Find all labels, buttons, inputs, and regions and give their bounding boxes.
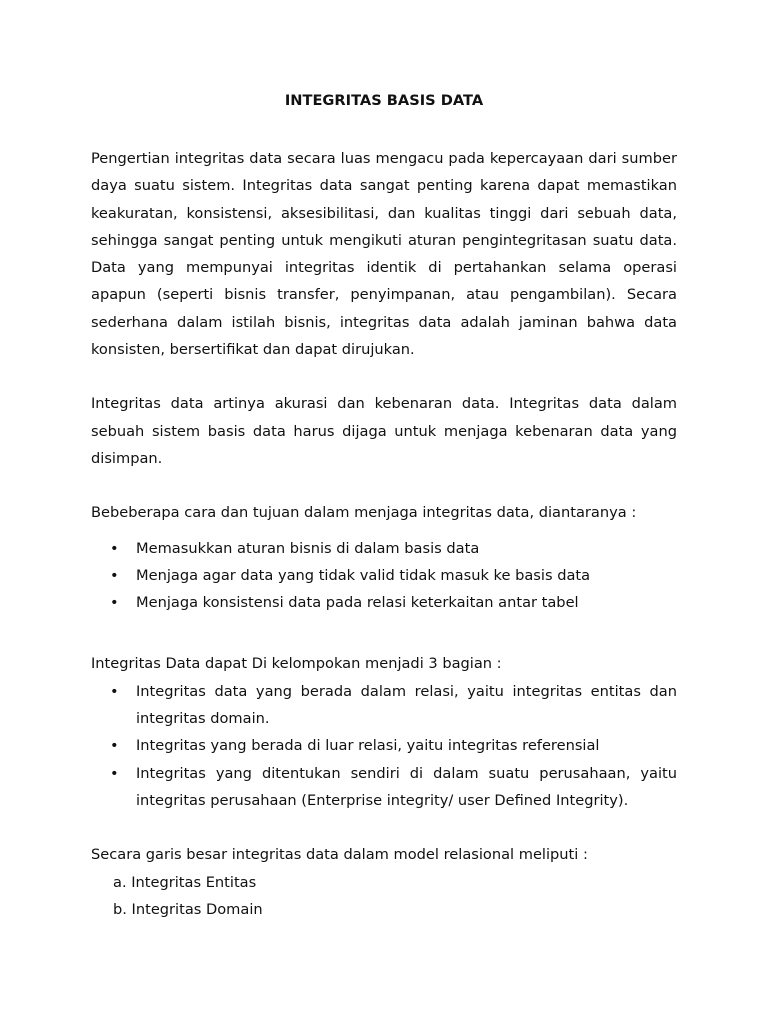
list-item-text: Integritas data yang berada dalam relasi, yaitu integritas entitas dan integritas domain. — [136, 682, 677, 728]
list-item-text: Integritas yang berada di luar relasi, yaitu integritas referensial — [136, 737, 600, 755]
paragraph-spacer — [91, 814, 677, 841]
bullet-icon: • — [110, 594, 119, 612]
list-item-text: Memasukkan aturan bisnis di dalam basis data — [136, 539, 480, 557]
paragraph-cara-intro: Bebeberapa cara dan tujuan dalam menjaga integritas data, diantaranya : — [91, 504, 637, 522]
paragraph-kelompok-intro: Integritas Data dapat Di kelompokan menjadi 3 bagian : — [91, 655, 502, 673]
list-cara-tujuan — [91, 535, 677, 617]
list-item: b. Integritas Domain — [113, 900, 263, 918]
bullet-icon: • — [110, 682, 119, 700]
list-item-text: Menjaga agar data yang tidak valid tidak masuk ke basis data — [136, 566, 591, 584]
list-bagian — [91, 678, 677, 814]
paragraph-spacer — [91, 363, 677, 390]
paragraph-spacer — [91, 472, 677, 499]
bullet-icon: • — [110, 764, 119, 782]
bullet-icon: • — [110, 737, 119, 755]
list-item: a. Integritas Entitas — [113, 873, 257, 891]
list-item — [91, 760, 677, 815]
document-page — [91, 90, 677, 923]
paragraph-pengertian: Pengertian integritas data secara luas mengacu pada kepercayaan dari sumber daya suatu sistem. Integritas data sangat penting karena dapat memastikan keakuratan, konsistensi, aksesibilitasi, dan kualitas tinggi dari sebuah data, sehingga sangat penting untuk mengikuti aturan pengintegritasan suatu data. Data yang mempunyai integritas identik di pertahankan selama operasi apapun (seperti bisnis transfer, penyimpanan, atau pengambilan). Secara sederhana dalam istilah bisnis, integritas data adalah jaminan bahwa data konsisten, bersertifikat dan dapat dirujukan. — [91, 150, 677, 359]
bullet-icon: • — [110, 566, 119, 584]
list-item — [91, 535, 677, 562]
bullet-icon: • — [110, 539, 119, 557]
paragraph-relasional-intro: Secara garis besar integritas data dalam model relasional meliputi : — [91, 846, 588, 864]
list-item-text: Integritas yang ditentukan sendiri di dalam suatu perusahaan, yaitu integritas perusahaan (Enterprise integrity/ user Defined Integrity). — [136, 764, 677, 809]
paragraph-spacer — [91, 527, 677, 535]
list-item-text: Menjaga konsistensi data pada relasi keterkaitan antar tabel — [136, 594, 579, 612]
list-item — [91, 732, 677, 759]
list-item — [91, 562, 677, 589]
list-item — [91, 589, 677, 616]
paragraph-spacer — [91, 616, 677, 650]
document-title: INTEGRITAS BASIS DATA — [284, 92, 484, 109]
list-relasional — [91, 869, 677, 924]
list-item — [91, 678, 677, 733]
paragraph-akurasi: Integritas data artinya akurasi dan kebenaran data. Integritas data dalam sebuah sistem basis data harus dijaga untuk menjaga kebenaran data yang disimpan. — [91, 395, 677, 467]
